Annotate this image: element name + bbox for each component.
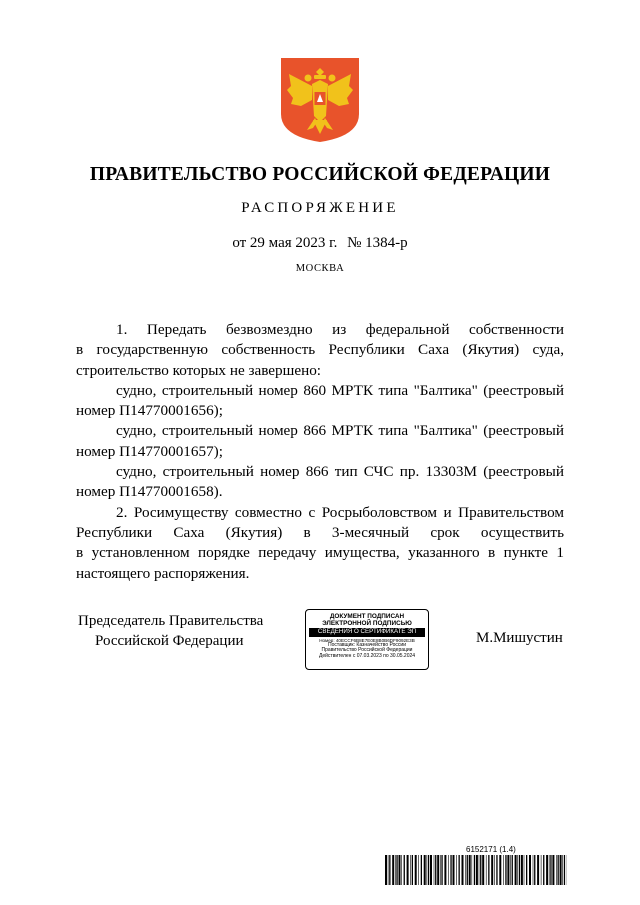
document-body: [76, 320, 564, 584]
document-type: РАСПОРЯЖЕНИЕ: [241, 200, 399, 216]
paragraph-1-line-1: 1. Передать безвозмездно из федеральной собственности: [116, 321, 564, 338]
stamp-certificate-band: СВЕДЕНИЯ О СЕРТИФИКАТЕ ЭП: [309, 628, 425, 637]
paragraph-1-line-3: строительство которых не завершено:: [76, 361, 322, 379]
document-city: МОСКВА: [295, 263, 345, 274]
stamp-owner: Правительство Российской Федерации: [321, 647, 413, 654]
organization-title: ПРАВИТЕЛЬСТВО РОССИЙСКОЙ ФЕДЕРАЦИИ: [89, 164, 551, 185]
signatory-position: [78, 611, 263, 651]
electronic-signature-stamp: [305, 609, 429, 670]
vessel-item-2: судно, строительный номер 866 МРТК типа "Балтика" (реестровый номер П14770001657);: [76, 422, 564, 460]
barcode-label: 6152171 (1.4): [466, 845, 516, 854]
stamp-validity: Действителен с 07.03.2023 по 30.05.2024: [318, 652, 416, 659]
document-number: № 1384-р: [347, 235, 408, 251]
vessel-item-1: судно, строительный номер 860 МРТК типа "Балтика" (реестровый номер П14770001656);: [76, 381, 564, 420]
paragraph-2-line-4: настоящего распоряжения.: [76, 564, 250, 582]
stamp-serial: Номер: 40ECCF6B8E7E0E8B0B6DF9092E3B: [319, 637, 415, 643]
paragraph-2-line-2: Республики Саха (Якутия) в 3-месячный срок осуществить: [76, 523, 564, 541]
stamp-line-1: ДОКУМЕНТ ПОДПИСАН: [329, 613, 405, 620]
paragraph-1-line-2: в государственную собственность Республики Саха (Якутия) суда,: [76, 341, 564, 359]
signatory-name: М.Мишустин: [476, 630, 563, 646]
date-number-line: [0, 235, 640, 252]
barcode-icon: [385, 855, 567, 885]
paragraph-2-line-1: 2. Росимуществу совместно с Росрыболовством и Правительством: [116, 503, 564, 521]
vessel-item-3: судно, строительный номер 866 тип СЧС пр. 13303М (реестровый номер П14770001658).: [76, 463, 564, 501]
stamp-line-2: ЭЛЕКТРОННОЙ ПОДПИСЬЮ: [322, 620, 412, 628]
stamp-supplier: Поставщик: Казначейство России: [327, 641, 406, 648]
position-line-1: Председатель Правительства: [78, 613, 264, 629]
position-line-2: Российской Федерации: [95, 633, 244, 649]
paragraph-2-line-3: в установленном порядке передачу имущества, указанного в пункте 1: [76, 544, 564, 562]
coat-of-arms-emblem: [279, 56, 361, 144]
document-date: от 29 мая 2023 г.: [232, 235, 338, 251]
